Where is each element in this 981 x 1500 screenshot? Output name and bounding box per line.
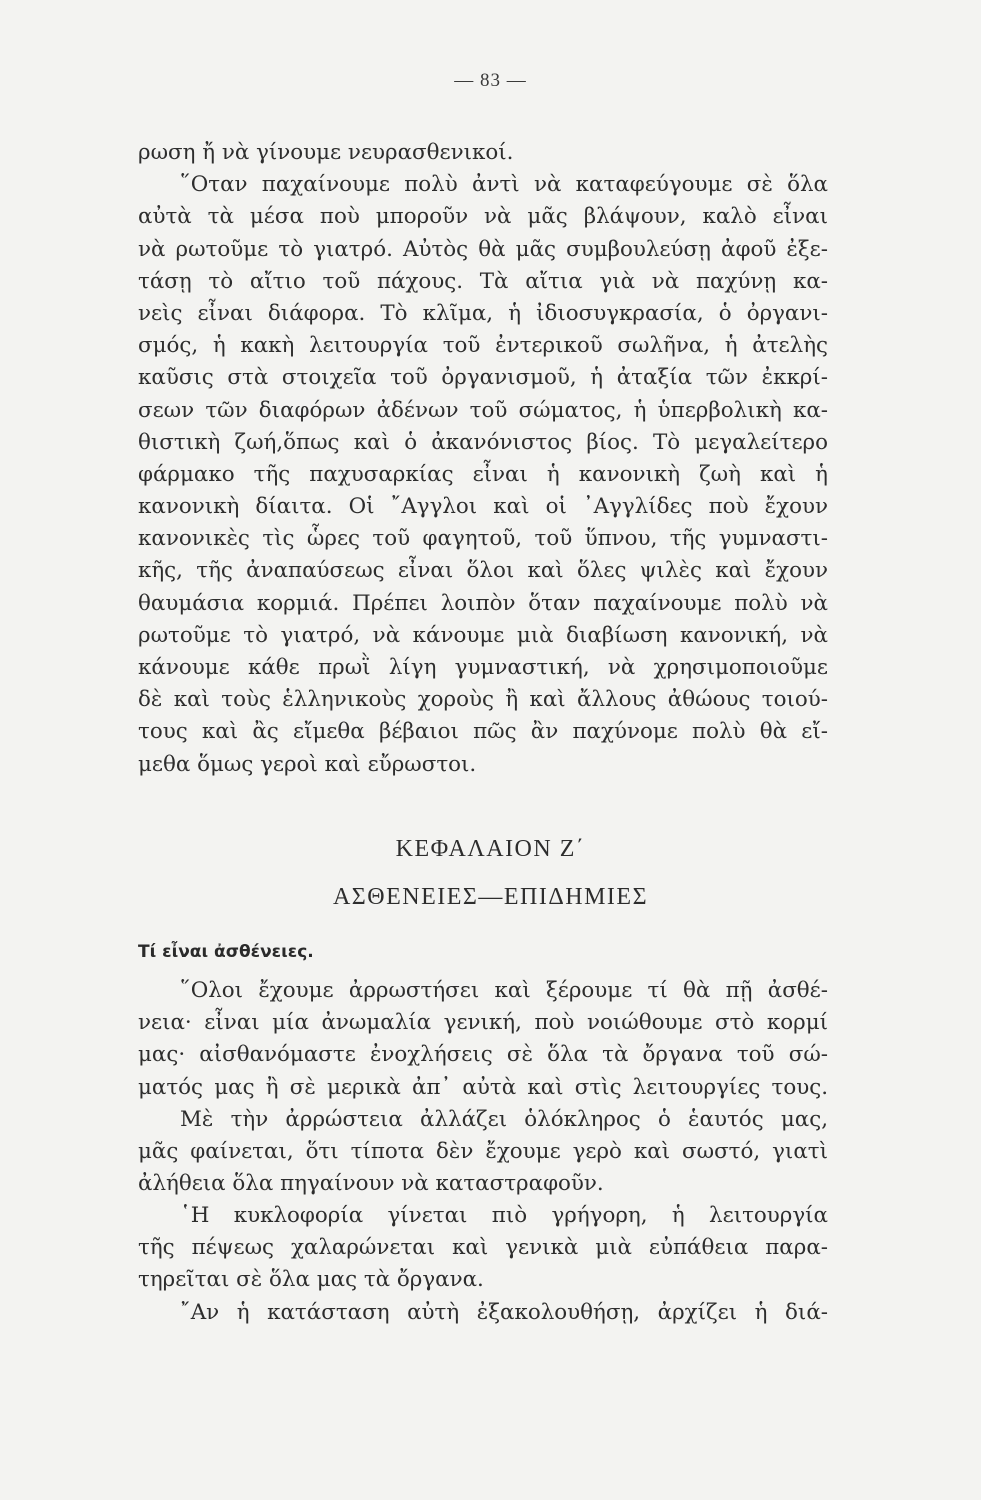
text-line: ῾Η κυκλοφορία γίνεται πιὸ γρήγορη, ἡ λειτουργία bbox=[180, 1203, 828, 1228]
text-line: μεθα ὅμως γεροὶ καὶ εὔρωστοι. bbox=[138, 751, 477, 777]
text-line: νεια· εἶναι μία ἀνωμαλία γενική, ποὺ νοιώθουμε στὸ κορμί bbox=[138, 1010, 828, 1036]
text-line: ἀλήθεια ὅλα πηγαίνουν νὰ καταστραφοῦν. bbox=[138, 1171, 604, 1197]
text-line: ματός μας ἢ σὲ μερικὰ ἀπ᾿ αὐτὰ καὶ στὶς λειτουργίες τους. bbox=[138, 1074, 828, 1100]
chapter-title: ΚΕΦΑΛΑΙΟΝ Ζ΄ bbox=[395, 836, 586, 862]
text-line: φάρμακο τῆς παχυσαρκίας εἶναι ἡ κανονικὴ ζωὴ καὶ ἡ bbox=[138, 461, 828, 487]
paragraph-obesity-advice bbox=[138, 137, 828, 781]
text-line: δὲ καὶ τοὺς ἑλληνικοὺς χοροὺς ἢ καὶ ἄλλους ἀθώους τοιού- bbox=[138, 687, 828, 713]
chapter-subtitle: ΑΣΘΕΝΕΙΕΣ—ΕΠΙΔΗΜΙΕΣ bbox=[332, 884, 649, 910]
text-line: κῆς, τῆς ἀναπαύσεως εἶναι ὅλοι καὶ ὅλες ψιλὲς καὶ ἔχουν bbox=[138, 558, 828, 584]
paragraph-illness-effects bbox=[138, 1104, 828, 1201]
paragraph-continuation bbox=[138, 1297, 828, 1329]
text-line: καῦσις στὰ στοιχεῖα τοῦ ὀργανισμοῦ, ἡ ἀταξία τῶν ἐκκρί- bbox=[138, 365, 828, 391]
text-line: θαυμάσια κορμιά. Πρέπει λοιπὸν ὅταν παχαίνουμε πολὺ νὰ bbox=[138, 590, 828, 616]
text-line: αὐτὰ τὰ μέσα ποὺ μποροῦν νὰ μᾶς βλάψουν, καλὸ εἶναι bbox=[138, 204, 828, 230]
text-line: ῎Αν ἡ κατάσταση αὐτὴ ἐξακολουθήσῃ, ἀρχίζει ἡ διά- bbox=[180, 1300, 828, 1325]
text-line: τηρεῖται σὲ ὅλα μας τὰ ὄργανα. bbox=[138, 1267, 484, 1293]
page-number: — 83 — bbox=[454, 70, 527, 91]
text-line: σμός, ἡ κακὴ λειτουργία τοῦ ἐντερικοῦ σωλῆνα, ἡ ἀτελὴς bbox=[138, 333, 828, 359]
text-line: νεὶς εἶναι διάφορα. Τὸ κλῖμα, ἡ ἰδιοσυγκρασία, ὁ ὀργανι- bbox=[138, 300, 828, 326]
text-line: ῞Οταν παχαίνουμε πολὺ ἀντὶ νὰ καταφεύγουμε σὲ ὅλα bbox=[180, 172, 828, 198]
text-line: σεων τῶν διαφόρων ἀδένων τοῦ σώματος, ἡ ὑπερβολικὴ κα- bbox=[138, 397, 828, 423]
text-line: κάνουμε κάθε πρωῒ λίγη γυμναστική, νὰ χρησιμοποιοῦμε bbox=[138, 655, 828, 680]
text-line: τους καὶ ἂς εἴμεθα βέβαιοι πῶς ἂν παχύνομε πολὺ θὰ εἴ- bbox=[138, 719, 828, 745]
section-heading: Τί εἶναι ἀσθένειες. bbox=[138, 942, 314, 962]
text-line: κανονικὴ δίαιτα. Οἱ ῎Αγγλοι καὶ οἱ ᾿Αγγλίδες ποὺ ἔχουν bbox=[138, 494, 828, 520]
text-line: τάσῃ τὸ αἴτιο τοῦ πάχους. Τὰ αἴτια γιὰ νὰ παχύνῃ κα- bbox=[138, 268, 828, 294]
text-line: μᾶς φαίνεται, ὅτι τίποτα δὲν ἔχουμε γερὸ καὶ σωστό, γιατὶ bbox=[138, 1139, 828, 1165]
text-line: κανονικὲς τὶς ὧρες τοῦ φαγητοῦ, τοῦ ὕπνου, τῆς γυμναστι- bbox=[138, 526, 828, 552]
text-line: τῆς πέψεως χαλαρώνεται καὶ γενικὰ μιὰ εὐπάθεια παρα- bbox=[138, 1235, 828, 1261]
text-line: θιστικὴ ζωή,ὅπως καὶ ὁ ἀκανόνιστος βίος. Τὸ μεγαλείτερο bbox=[138, 429, 828, 455]
text-line: νὰ ρωτοῦμε τὸ γιατρό. Αὐτὸς θὰ μᾶς συμβουλεύσῃ ἀφοῦ ἐξε- bbox=[138, 236, 828, 262]
text-line: μας· αἰσθανόμαστε ἐνοχλήσεις σὲ ὅλα τὰ ὄργανα τοῦ σώ- bbox=[138, 1042, 828, 1068]
paragraph-circulation bbox=[138, 1200, 828, 1297]
paragraph-what-is-illness bbox=[138, 975, 828, 1104]
text-line: ρωτοῦμε τὸ γιατρό, νὰ κάνουμε μιὰ διαβίωση κανονική, νὰ bbox=[138, 622, 828, 648]
text-line: ῞Ολοι ἔχουμε ἀρρωστήσει καὶ ξέρουμε τί θὰ πῇ ἀσθέ- bbox=[180, 978, 828, 1003]
text-line: Μὲ τὴν ἀρρώστεια ἀλλάζει ὁλόκληρος ὁ ἑαυτός μας, bbox=[180, 1107, 828, 1132]
text-line: ρωση ἤ νὰ γίνουμε νευρασθενικοί. bbox=[138, 140, 514, 165]
